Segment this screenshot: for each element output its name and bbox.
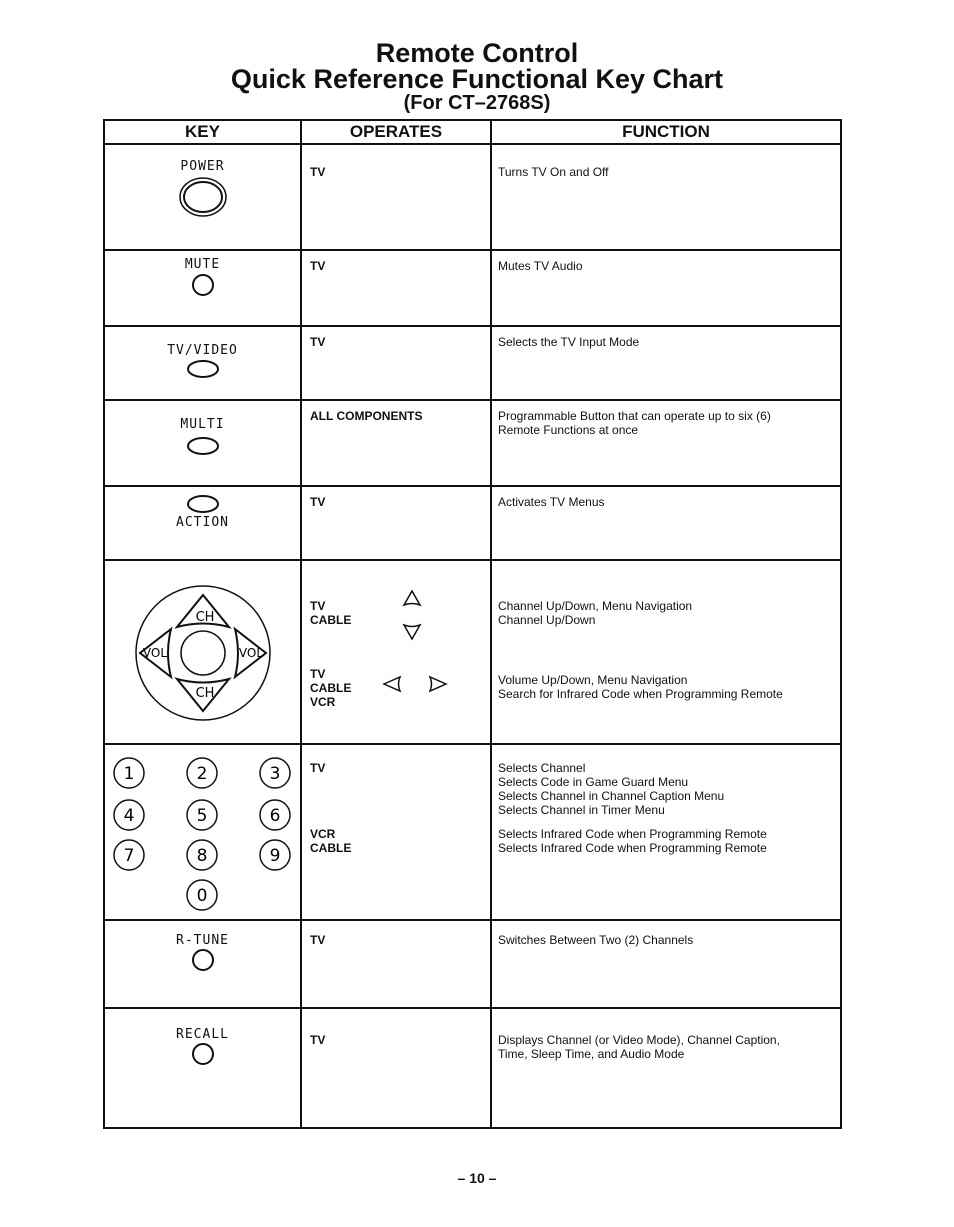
operates-mute: TV [301,250,491,326]
key-chart-table [103,119,842,1129]
digit-4: 4 [123,806,135,826]
operates-action: TV [301,486,491,560]
ch-up-arrow-icon [402,589,422,607]
key-mute [104,250,301,326]
power-label: POWER [180,159,225,174]
action-label: ACTION [176,515,229,530]
operates-dpad [301,560,491,744]
operates-recall: TV [301,1008,491,1128]
row-rtune [104,920,841,1008]
dpad-vol-left-label: VOL [142,646,167,660]
vol-right-arrow-icon [428,675,448,693]
dpad-ch-up-label: CH [195,610,214,625]
digit-1: 1 [123,764,135,784]
operates-tvvideo: TV [301,326,491,400]
function-recall: Displays Channel (or Video Mode), Channel Caption, Time, Sleep Time, and Audio Mode [491,1008,841,1128]
tvvideo-button-icon [181,358,225,380]
mute-button-icon [188,272,218,298]
header-operates: OPERATES [301,120,491,144]
key-numbers [104,744,301,920]
function-rtune: Switches Between Two (2) Channels [491,920,841,1008]
page-number: – 10 – [457,1170,497,1186]
dpad-vol-right-label: VOL [238,646,263,660]
function-power: Turns TV On and Off [491,144,841,250]
action-button-icon [181,493,225,515]
title-model: (For CT–2768S) [403,92,551,114]
key-recall [104,1008,301,1128]
digit-6: 6 [269,806,281,826]
dpad-ch-down-label: CH [195,686,214,701]
rtune-label: R-TUNE [176,933,229,948]
tvvideo-label: TV/VIDEO [167,343,238,358]
row-mute [104,250,841,326]
dpad-op1-tv: TV [310,599,326,613]
row-dpad [104,560,841,744]
function-mute: Mutes TV Audio [491,250,841,326]
multi-label: MULTI [180,417,225,432]
digit-3: 3 [269,764,281,784]
row-action [104,486,841,560]
recall-label: RECALL [176,1027,229,1042]
dpad-op1-cable: CABLE [310,613,352,627]
digit-5: 5 [196,806,208,826]
ch-down-arrow-icon [402,623,422,641]
function-multi: Programmable Button that can operate up to six (6) Remote Functions at once [491,400,841,486]
function-dpad: Channel Up/Down, Menu Navigation Channel Up/Down Volume Up/Down, Menu Navigation Search for Infrared Code when Programming Remote [491,560,841,744]
function-tvvideo: Selects the TV Input Mode [491,326,841,400]
row-numbers [104,744,841,920]
multi-button-icon [181,434,225,458]
digit-2: 2 [196,764,208,784]
key-action [104,486,301,560]
digit-7: 7 [123,846,135,866]
dpad-op2-tv: TV [310,667,326,681]
row-power [104,144,841,250]
dpad-op2-vcr: VCR [310,695,336,709]
key-multi [104,400,301,486]
digit-9: 9 [269,846,281,866]
header-key: KEY [104,120,301,144]
operates-power: TV [301,144,491,250]
dpad-op2-cable: CABLE [310,681,352,695]
header-row [104,120,841,144]
row-multi [104,400,841,486]
operates-rtune: TV [301,920,491,1008]
row-tvvideo [104,326,841,400]
mute-label: MUTE [184,257,221,272]
operates-numbers: TV VCR CABLE [301,744,491,920]
key-power [104,144,301,250]
vol-left-arrow-icon [382,675,402,693]
row-recall [104,1008,841,1128]
recall-button-icon [188,1042,218,1068]
function-numbers: Selects Channel Selects Code in Game Guard Menu Selects Channel in Channel Caption Menu Selects Channel in Timer Menu Selects Infrared Code when Programming Remote Selects Infrared Code when Programming Remote [491,744,841,920]
title-line-2: Quick Reference Functional Key Chart [230,64,724,94]
function-action: Activates TV Menus [491,486,841,560]
power-button-icon [173,174,233,220]
header-function: FUNCTION [491,120,841,144]
key-tvvideo [104,326,301,400]
rtune-button-icon [188,948,218,974]
dpad-icon [123,565,283,735]
title-line-1: Remote Control [375,38,579,68]
operates-multi: ALL COMPONENTS [301,400,491,486]
key-dpad [104,560,301,744]
digit-0: 0 [196,886,208,906]
digit-8: 8 [196,846,208,866]
key-rtune [104,920,301,1008]
number-keypad-icon [105,745,300,915]
